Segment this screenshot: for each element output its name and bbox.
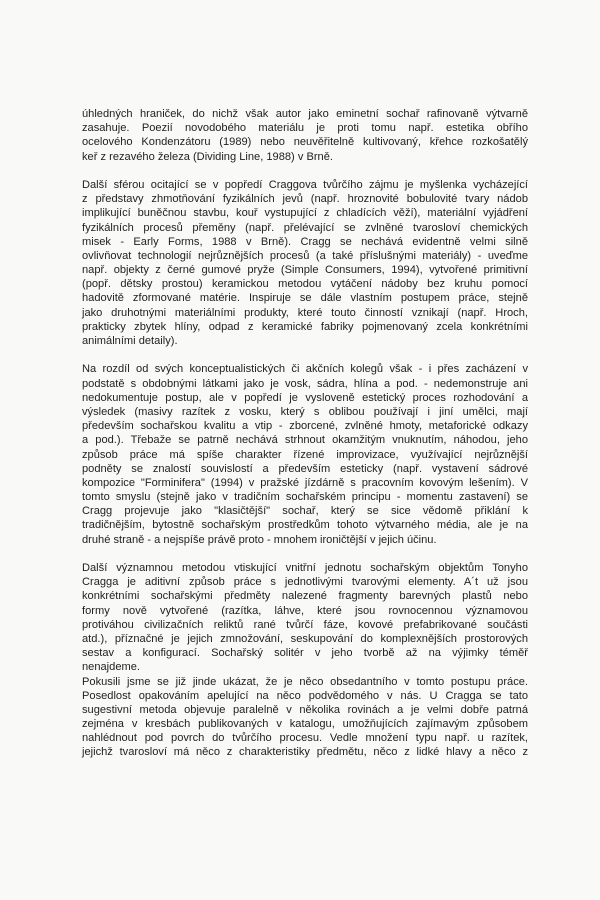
text-line: Posedlost opakováním apelující na něco podvědomého v nás. U Cragga se tato [82,689,528,702]
text-line: sugestivní metoda objevuje paralelně v několika rovinách a je velmi dobře patrná [82,703,528,716]
text-line: nahlédnout pod povrch do tvůrčího procesu. Vedle množení typu např. u razítek, [82,732,528,745]
text-line: protiváhou civilizačních reliktů rané tvůrčí fáze, kovové prefabrikované součásti [82,618,528,631]
text-line: Pokusili jsme se již jinde ukázat, že je něco obsedantního v tomto postupu práce. [82,675,528,688]
paragraph-4 [82,561,528,760]
text-line: misek - Early Forms, 1988 v Brně). Cragg se nechává evidentně velmi silně [82,235,528,248]
text-line: Další sférou ocitající se v popředí Craggova tvůrčího zájmu je myšlenka vycházející [82,178,528,191]
paragraph-2 [82,178,528,348]
text-line: z představy zhmotňování fyzikálních jevů (např. hroznovité bobulovité tvary nádob [82,193,528,206]
text-line: keř z rezavého železa (Dividing Line, 1988) v Brně. [82,150,333,163]
text-line: hadovitě zformované matérie. Inspiruje se dále vlastním postupem práce, stejně [82,292,528,305]
text-line: atd.), příznačné je jejich zmnožování, seskupování do komplexnějších prostorových [82,632,528,645]
paragraph-3 [82,362,528,546]
text-line: Další významnou metodou vtiskující vnitřní jednotu sochařským objektům Tonyho [82,562,528,574]
text-line: prakticky zbytek hlíny, odpad z keramické fabriky pojmenovaný zcela konkrétními [82,320,528,333]
text-line: jako druhotnými materiálními produkty, které touto činností vznikají (např. Hroch, [82,306,528,319]
text-line: způsob práce má spíše charakter řízené improvizace, využívající nejrůznější [82,448,528,461]
text-line: ocelového Kondenzátoru (1989) nebo neuvěřitelně kultivovaný, křehce rozkošatělý [82,136,528,149]
paragraph-1 [82,107,528,164]
text-line: např. objekty z černé gumové pryže (Simple Consumers, 1994), vytvořené primitivní [82,264,528,277]
text-line: úhledných hraniček, do nichž však autor jako eminetní sochař rafinovaně výtvarně [82,108,528,120]
text-line: Cragg projevuje jako "klasičtější" sochař, který se sice vědomě přiklání k [82,505,528,518]
text-line: animálními detaily). [82,335,178,347]
text-line: sestav a konfigurací. Sochařský solitér v jeho tvorbě až na výjimky téměř [82,647,528,660]
document-body-text [82,107,528,760]
text-line: fyzikálních procesů přeměny (např. přelévající se zvlněné tvarosloví chemických [82,221,528,234]
text-line: zasahuje. Poezií novodobého materiálu je proti tomu např. estetika obřího [82,122,528,135]
text-line: výsledek (masivy razítek z vosku, který s oblibou používají i jiní umělci, mají [82,405,528,418]
text-line: druhé straně - a nejspíše právě proto - mnohem ironičtější v jejich účinu. [82,533,437,546]
text-line: (popř. dětsky prostou) keramickou metodou vytáčení nádoby bez kruhu pomocí [82,278,528,291]
text-line: kompozice "Forminifera" (1994) v pražské jízdárně s pracovním kovovým lešením). V [82,476,528,489]
text-line: ovlivňovat technologií nejrůznějších procesů (a také příslušnými materiály) - uveďme [82,249,528,262]
text-line: konkrétními sochařskými předměty nalezené fragmenty barevných plastů nebo [82,590,528,603]
text-line: jejichž tvarosloví má něco z charakteristiky předmětu, něco z lidké hlavy a něco z [82,746,528,759]
text-line: tomto smyslu (stejně jako v tradičním sochařském principu - momentu zastavení) se [82,491,528,504]
text-line: především sochařskou kvalitu a vtip - zborcené, zvlněné hmoty, metaforické odkazy [82,420,528,433]
text-line: formy nově vytvořené (razítka, láhve, které jsou rovnocennou významovou [82,604,528,617]
text-line: podstatě s obdobnými látkami jako je vosk, sádra, hlína a pod. - nedemonstruje ani [82,377,528,390]
text-line: tradičnějším, bytostně sochařským prostředkům tohoto výtvarného média, ale je na [82,519,528,532]
text-line: implikující buněčnou stavbu, kouř vystupující z chladících věží), materiální vyjádření [82,207,528,220]
text-line: nenajdeme. [82,661,140,674]
text-line: nedokumentuje postup, ale v popředí je vysloveně estetický proces rozhodování a [82,391,528,404]
text-line: zejména v kresbách publikovaných v katalogu, umožňujících zajímavým způsobem [82,718,528,731]
text-line: a pod.). Třebaže se patrně nechává strhnout okamžitým vnuknutím, náhodou, jeho [82,434,528,447]
text-line: podněty se znalostí souvislostí a především esteticky (např. vystavení sádrové [82,462,528,475]
text-line: Na rozdíl od svých konceptualistických či akčních kolegů však - i přes zacházení v [82,363,528,376]
text-line: Cragga je aditivní způsob práce s jednotlivými tvarovými elementy. A´t už jsou [82,576,528,589]
